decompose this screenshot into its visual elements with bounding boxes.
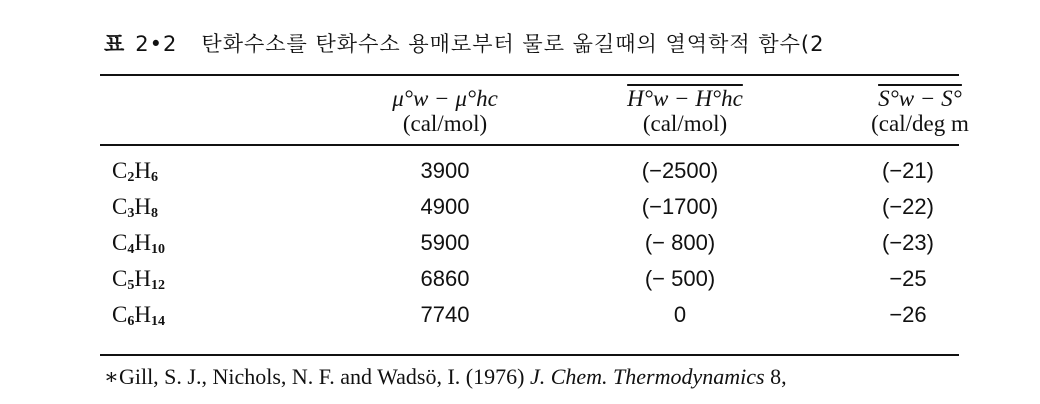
top-rule [100,74,959,76]
table-caption [104,28,824,58]
enthalpy-value: (−2500) [641,158,719,183]
header-free-energy [330,86,560,136]
entropy-value: −26 [889,302,927,327]
header-rule [100,144,959,146]
footnote-marker: ∗ [104,364,119,389]
footnote-journal: J. Chem. Thermodynamics [529,364,765,389]
footnote [104,364,787,390]
entropy-value: −25 [889,266,927,291]
free-energy-value: 6860 [420,266,470,291]
caption-title: 탄화수소를 탄화수소 용매로부터 물로 옮길때의 열역학적 함수(2 [201,32,825,56]
header-enthalpy [565,86,805,136]
entropy-value: (−23) [882,230,934,255]
enthalpy-value: (−1700) [641,194,719,219]
free-energy-value: 7740 [420,302,470,327]
enthalpy-value: (− 500) [644,266,716,291]
bottom-rule [100,354,959,356]
compound-formula: $C_2H_6$ [112,158,158,185]
header-entropy-expr: S°w − S° [878,86,962,111]
header-free-energy-expr: μ°w − μ°hc [392,86,498,111]
caption-number: 2•2 [135,32,178,56]
header-enthalpy-expr: H°w − H°hc [627,86,743,111]
compound-formula: $C_4H_{10}$ [112,230,165,257]
enthalpy-value: 0 [673,302,687,327]
compound-formula: $C_6H_{14}$ [112,302,165,329]
compound-formula: $C_3H_8$ [112,194,158,221]
header-entropy-unit: (cal/deg m [871,111,969,136]
header-free-energy-unit: (cal/mol) [402,111,488,136]
entropy-value: (−21) [882,158,934,183]
free-energy-value: 3900 [420,158,470,183]
compound-formula: $C_5H_{12}$ [112,266,165,293]
free-energy-value: 4900 [420,194,470,219]
caption-label: 표 [104,32,126,56]
footnote-rest: 8, [764,364,787,389]
footnote-authors: Gill, S. J., Nichols, N. F. and Wadsö, I. (1976) [118,364,530,389]
header-entropy [800,86,1040,136]
free-energy-value: 5900 [420,230,470,255]
enthalpy-value: (− 800) [644,230,716,255]
header-enthalpy-unit: (cal/mol) [642,111,728,136]
entropy-value: (−22) [882,194,934,219]
